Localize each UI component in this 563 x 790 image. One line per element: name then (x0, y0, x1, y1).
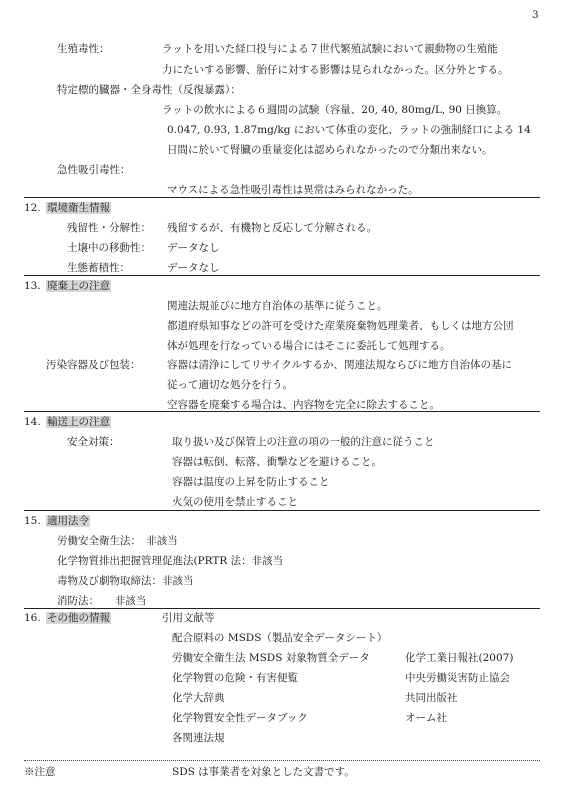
container-line: 容器は清浄にしてリサイクルするか、関連法規ならびに地方自治体の基に (167, 359, 513, 371)
note-text: SDS は事業者を対象とした文書です。 (172, 766, 355, 778)
section-13-number: 13. (24, 280, 41, 292)
section-13-title-text: 廃棄上の注意 (47, 280, 110, 292)
reference-title: 化学物質安全性データブック (172, 712, 308, 724)
transport-line: 容器は転倒、転落、衝撃などを避けること。 (172, 456, 382, 468)
section-13-title (46, 279, 111, 293)
reference-publisher: 中央労働災害防止協会 (405, 672, 510, 684)
section-16-title (46, 611, 111, 625)
stot-label: 特定標的臓器・全身毒性（反復暴露）： (57, 84, 241, 96)
aspiration-text: マウスによる急性吸引毒性は異常はみられなかった。 (167, 184, 419, 196)
section-15-title (46, 514, 90, 528)
regulation-row: 毒物及び劇物取締法：非該当 (57, 575, 194, 587)
section-divider (24, 411, 540, 412)
regulation-row: 消防法： 非該当 (57, 595, 147, 607)
container-line: 従って適切な処分を行う。 (167, 379, 293, 391)
env-row-value: データなし (167, 242, 220, 254)
stot-line: 0.047, 0.93, 1.87mg/kg において体重の変化、ラットの強制経口による 14 (167, 124, 531, 136)
env-row-label: 土壌中の移動性： (67, 242, 151, 254)
stot-line: 日間に於いて腎臓の重量変化は認められなかったので分類出来ない。 (167, 144, 493, 156)
note-label: ※注意 (24, 766, 56, 778)
page-number: 3 (532, 9, 539, 21)
env-row-value: 残留するが、有機物と反応して分解される。 (167, 222, 377, 234)
repro-tox-label: 生殖毒性： (57, 43, 110, 55)
section-divider (24, 197, 540, 198)
regulation-row: 化学物質排出把握管理促進法(PRTR 法：非該当 (57, 555, 284, 567)
reference-title: 配合原料の MSDS（製品安全データシート） (172, 632, 388, 644)
section-12-number: 12. (24, 202, 41, 214)
section-12-title-text: 環境衛生情報 (47, 202, 110, 214)
section-15-number: 15. (24, 515, 41, 527)
disposal-line: 体が処理を行なっている場合にはそこに委託して処理する。 (167, 340, 451, 352)
regulation-row: 労働安全衛生法： 非該当 (57, 535, 178, 547)
disposal-line: 関連法規並びに地方自治体の基準に従うこと。 (167, 300, 388, 312)
transport-line: 火気の使用を禁止すること (172, 496, 298, 508)
section-14-title-text: 輸送上の注意 (47, 416, 110, 428)
section-14-number: 14. (24, 416, 41, 428)
stot-line: ラットの飲水による６週間の試験（容量、20, 40, 80mg/L, 90 日換算。 (162, 104, 508, 116)
repro-tox-line: 力にたいする影響、胎仔に対する影響は見られなかった。区分外とする。 (162, 64, 509, 76)
section-14-title (46, 415, 111, 429)
reference-title: 労働安全衛生法 MSDS 対象物質全データ (172, 652, 370, 664)
container-label: 汚染容器及び包装： (46, 359, 141, 371)
section-12-title (46, 201, 111, 215)
reference-title: 化学大辞典 (172, 692, 225, 704)
section-15-title-text: 適用法令 (47, 515, 89, 527)
note-divider (24, 760, 540, 761)
section-16-number: 16. (24, 612, 41, 624)
aspiration-label: 急性吸引毒性： (57, 164, 131, 176)
section-16-title-text: その他の情報 (47, 612, 110, 624)
env-row-label: 残留性・分解性： (67, 222, 151, 234)
reference-title: 化学物質の危険・有害便覧 (172, 672, 298, 684)
section-divider (24, 510, 540, 511)
env-row-value: データなし (167, 262, 220, 274)
reference-publisher: 化学工業日報社(2007) (405, 652, 514, 664)
section-divider (24, 275, 540, 276)
repro-tox-line: ラットを用いた経口投与による７世代繁殖試験において親動物の生殖能 (162, 43, 498, 55)
disposal-line: 都道府県知事などの許可を受けた産業廃棄物処理業者、もしくは地方公団 (167, 320, 514, 332)
reference-title: 各関連法規 (172, 732, 225, 744)
reference-publisher: オーム社 (405, 712, 447, 724)
safety-label: 安全対策： (67, 436, 120, 448)
transport-line: 取り扱い及び保管上の注意の項の一般的注意に従うこと (172, 436, 435, 448)
references-heading: 引用文献等 (162, 612, 215, 624)
section-divider (24, 608, 540, 609)
reference-publisher: 共同出版社 (405, 692, 458, 704)
env-row-label: 生態蓄積性： (67, 262, 130, 274)
transport-line: 容器は温度の上昇を防止すること (172, 476, 330, 488)
container-line: 空容器を廃棄する場合は、内容物を完全に除去すること。 (167, 399, 440, 411)
